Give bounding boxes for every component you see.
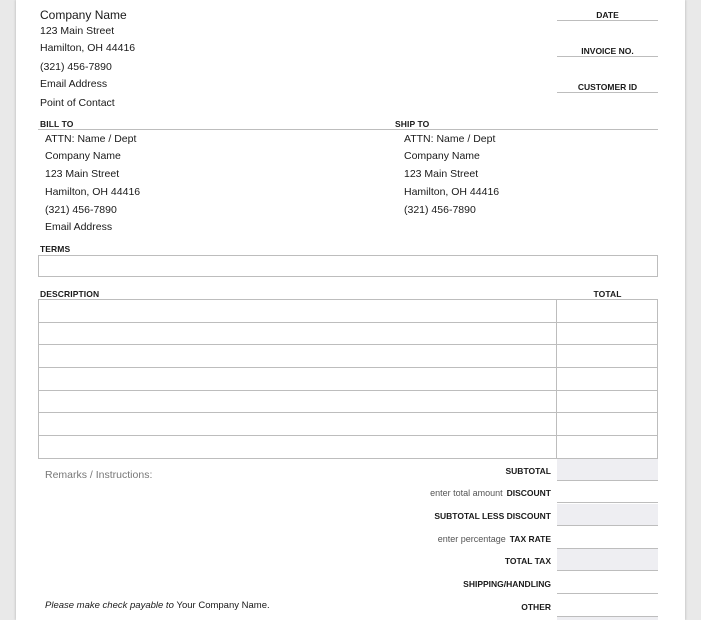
bill-to-label: BILL TO [40, 119, 74, 129]
bill-ship-divider [38, 129, 658, 130]
bill-to-company[interactable]: Company Name [45, 150, 121, 162]
date-label: DATE [596, 10, 619, 20]
description-cell[interactable] [39, 322, 557, 345]
summary-row-discount [0, 481, 701, 503]
sender-company-name[interactable]: Company Name [40, 8, 127, 22]
invoice-no-field[interactable] [557, 47, 658, 57]
bill-to-attn[interactable]: ATTN: Name / Dept [45, 133, 137, 145]
other-value[interactable] [557, 595, 658, 617]
line-items-table [38, 299, 658, 459]
payable-note-company[interactable]: Your Company Name. [176, 600, 270, 611]
summary-label: SUBTOTAL LESS DISCOUNT [434, 511, 551, 521]
sender-city-state-zip[interactable]: Hamilton, OH 44416 [40, 42, 136, 54]
summary-row-subtotal-less-discount [0, 504, 701, 526]
total-cell[interactable] [557, 322, 658, 345]
sender-email[interactable]: Email Address [40, 78, 108, 90]
table-row [39, 436, 658, 459]
total-cell[interactable] [557, 345, 658, 368]
summary-hint: enter percentage [437, 534, 506, 544]
summary-row-tax-rate [0, 527, 701, 549]
payable-note-prefix: Please make check payable to [45, 600, 177, 611]
sender-phone[interactable]: (321) 456-7890 [40, 61, 112, 73]
total-cell[interactable] [557, 368, 658, 391]
bill-to-city-state-zip[interactable]: Hamilton, OH 44416 [45, 186, 141, 198]
ship-to-label: SHIP TO [395, 119, 430, 129]
summary-label: SHIPPING/HANDLING [463, 579, 551, 589]
customer-id-field[interactable] [557, 83, 658, 93]
total-column-header: TOTAL [593, 289, 622, 299]
ship-to-city-state-zip[interactable]: Hamilton, OH 44416 [404, 186, 500, 198]
summary-label: TAX RATE [509, 534, 551, 544]
tax-rate-value[interactable] [557, 527, 658, 549]
ship-to-street[interactable]: 123 Main Street [404, 168, 479, 180]
summary-label: TOTAL TAX [504, 556, 551, 566]
description-cell[interactable] [39, 345, 557, 368]
summary-label: OTHER [521, 602, 551, 612]
terms-input[interactable] [38, 255, 658, 277]
terms-label: TERMS [40, 244, 71, 254]
total-cell[interactable] [557, 413, 658, 436]
table-row [39, 300, 658, 323]
customer-id-label: CUSTOMER ID [577, 82, 638, 92]
table-row [39, 345, 658, 368]
summary-row-shipping-handling [0, 572, 701, 594]
remarks-label[interactable]: Remarks / Instructions: [45, 469, 153, 481]
total-cell[interactable] [557, 390, 658, 413]
summary-hint: enter total amount [430, 488, 503, 498]
table-row [39, 390, 658, 413]
description-cell[interactable] [39, 390, 557, 413]
sender-street[interactable]: 123 Main Street [40, 25, 115, 37]
table-row [39, 413, 658, 436]
total-cell[interactable] [557, 436, 658, 459]
bill-to-phone[interactable]: (321) 456-7890 [45, 204, 117, 216]
subtotal-value[interactable] [557, 459, 658, 481]
summary-label: SUBTOTAL [505, 466, 551, 476]
bill-to-email[interactable]: Email Address [45, 221, 113, 233]
description-cell[interactable] [39, 368, 557, 391]
subtotal-less-discount-value[interactable] [557, 504, 658, 526]
discount-value[interactable] [557, 481, 658, 503]
ship-to-company[interactable]: Company Name [404, 150, 480, 162]
total-cell[interactable] [557, 300, 658, 323]
bill-to-street[interactable]: 123 Main Street [45, 168, 120, 180]
sender-contact[interactable]: Point of Contact [40, 97, 115, 109]
description-column-header: DESCRIPTION [40, 289, 100, 299]
summary-row-subtotal [0, 459, 701, 481]
table-row [39, 368, 658, 391]
ship-to-attn[interactable]: ATTN: Name / Dept [404, 133, 496, 145]
date-field[interactable] [557, 11, 658, 21]
description-cell[interactable] [39, 436, 557, 459]
table-row [39, 322, 658, 345]
total-tax-value[interactable] [557, 549, 658, 571]
shipping-handling-value[interactable] [557, 572, 658, 594]
ship-to-phone[interactable]: (321) 456-7890 [404, 204, 476, 216]
summary-label: DISCOUNT [506, 488, 551, 498]
description-cell[interactable] [39, 413, 557, 436]
invoice-no-label: INVOICE NO. [581, 46, 634, 56]
payable-note [45, 600, 270, 611]
description-cell[interactable] [39, 300, 557, 323]
summary-row-total-tax [0, 549, 701, 571]
